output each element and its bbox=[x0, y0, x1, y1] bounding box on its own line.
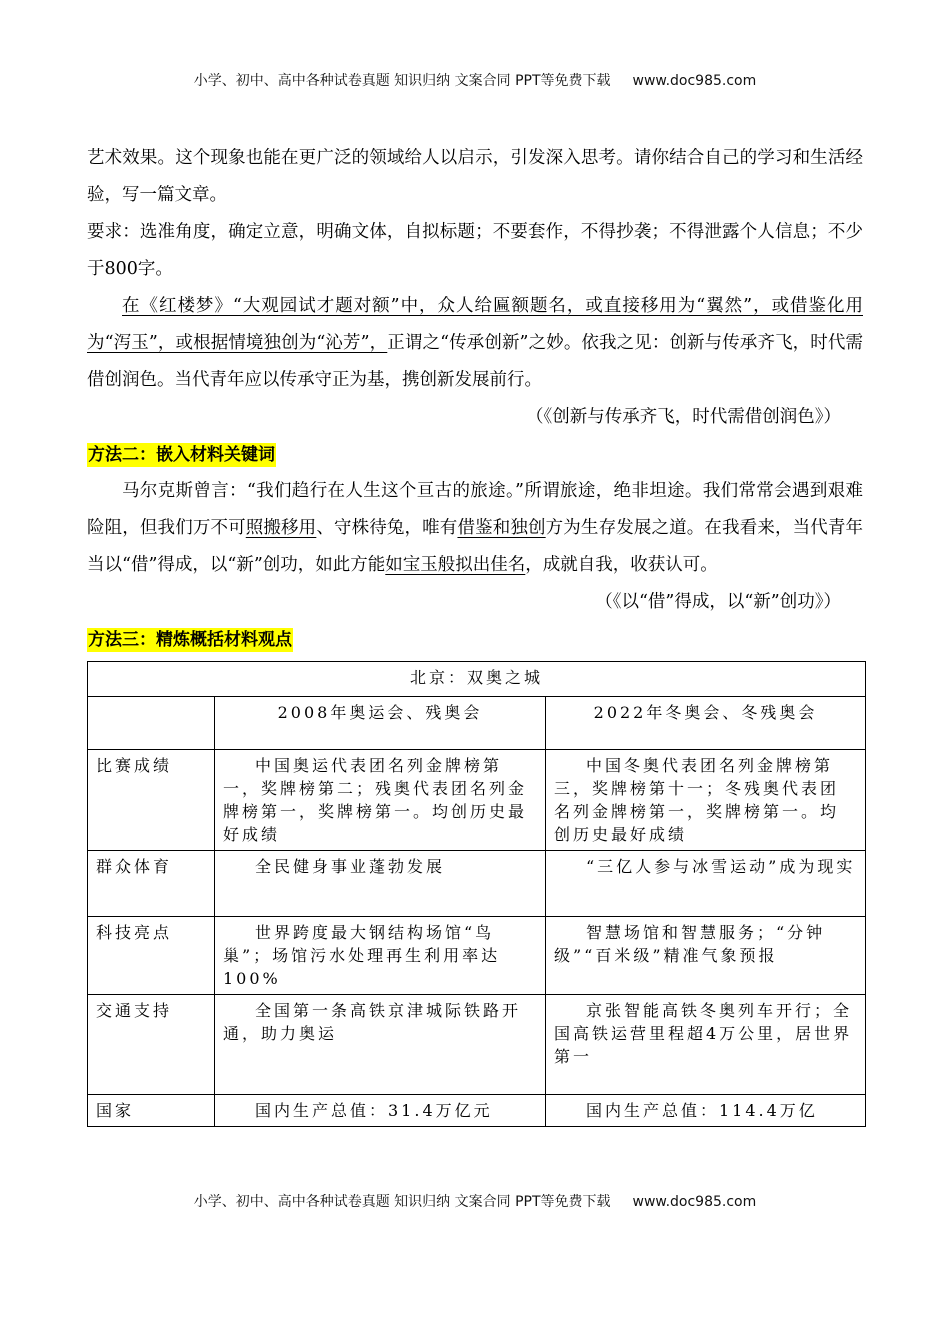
row-label: 科技亮点 bbox=[88, 917, 215, 995]
underlined-keyword: 借鉴和独创 bbox=[457, 518, 546, 538]
empty-header-cell bbox=[88, 697, 215, 750]
underlined-keyword: 照搬移用 bbox=[245, 518, 317, 538]
row-label: 群众体育 bbox=[88, 851, 215, 917]
text-run: ，成就自我，收获认可。 bbox=[525, 555, 718, 575]
table-cell: 国内生产总值：31.4万亿元 bbox=[215, 1095, 546, 1127]
method2-heading: 方法二：嵌入材料关键词 bbox=[88, 445, 275, 465]
table-cell: “三亿人参与冰雪运动”成为现实 bbox=[546, 851, 866, 917]
table-cell: 全国第一条高铁京津城际铁路开通，助力奥运 bbox=[215, 995, 546, 1095]
requirement-paragraph: 要求：选准角度，确定立意，明确文体，自拟标题；不要套作，不得抄袭；不得泄露个人信息；不少于800字。 bbox=[87, 222, 863, 279]
table-title: 北京：双奥之城 bbox=[88, 662, 866, 697]
table-row bbox=[88, 995, 866, 1095]
table-cell: 中国冬奥代表团名列金牌榜第三，奖牌榜第十一；冬残奥代表团名列金牌榜第一，奖牌榜第一。均创历史最好成绩 bbox=[546, 750, 866, 851]
header-text: 小学、初中、高中各种试卷真题 知识归纳 文案合同 PPT等免费下载 bbox=[193, 73, 611, 89]
footer-text: 小学、初中、高中各种试卷真题 知识归纳 文案合同 PPT等免费下载 bbox=[193, 1194, 611, 1210]
page-header bbox=[0, 70, 950, 90]
comparison-table bbox=[87, 661, 866, 1127]
attribution-1: （《创新与传承齐飞，时代需借创润色》） bbox=[526, 407, 841, 427]
column-header-2022: 2022年冬奥会、冬残奥会 bbox=[546, 697, 866, 750]
table-header-row bbox=[88, 697, 866, 750]
footer-url[interactable]: www.doc985.com bbox=[632, 1194, 757, 1210]
example-text: 正谓之“传承创新”之妙。依我之见：创新与传承齐飞，时代需借创润色。当代青年应以传承守正为基，携创新发展前行。 bbox=[87, 333, 863, 390]
example-paragraph-1 bbox=[87, 288, 863, 399]
underlined-keyword: 如宝玉般拟出佳名 bbox=[385, 555, 526, 575]
column-header-2008: 2008年奥运会、残奥会 bbox=[215, 697, 546, 750]
attribution-2: （《以“借”得成，以“新”创功》） bbox=[595, 592, 841, 612]
table-cell: 全民健身事业蓬勃发展 bbox=[215, 851, 546, 917]
underlined-quote: 在《红楼梦》“大观园试才题对额”中，众人给匾额题名，或直接移用为“翼然”，或借鉴化用为“泻玉”，或根据情境独创为“沁芳”， bbox=[87, 296, 863, 353]
table-row bbox=[88, 750, 866, 851]
text-run: 马尔克斯曾言：“我们趋行在人生这个亘古的旅途。”所谓旅途，绝非坦途。我们常常会遇到艰难险阻，但我们万不可 bbox=[87, 481, 863, 538]
row-label: 交通支持 bbox=[88, 995, 215, 1095]
table-row bbox=[88, 1095, 866, 1127]
row-label: 比赛成绩 bbox=[88, 750, 215, 851]
table-row bbox=[88, 851, 866, 917]
method3-heading: 方法三：精炼概括材料观点 bbox=[88, 630, 292, 650]
document-body bbox=[87, 140, 863, 1127]
table-title-row bbox=[88, 662, 866, 697]
intro-paragraph: 艺术效果。这个现象也能在更广泛的领域给人以启示，引发深入思考。请你结合自己的学习和生活经验，写一篇文章。 bbox=[87, 148, 863, 205]
example-paragraph-2 bbox=[87, 473, 863, 584]
header-url[interactable]: www.doc985.com bbox=[632, 73, 757, 89]
table-cell: 智慧场馆和智慧服务；“分钟级”“百米级”精准气象预报 bbox=[546, 917, 866, 995]
row-label: 国家 bbox=[88, 1095, 215, 1127]
text-run: 、守株待兔，唯有 bbox=[316, 518, 458, 538]
text-run: 方为生存发展之道。在我看来，当代青年当以“借”得成，以“新”创功，如此方能 bbox=[87, 518, 864, 575]
page-footer bbox=[0, 1191, 950, 1211]
table-cell: 中国奥运代表团名列金牌榜第一，奖牌榜第二；残奥代表团名列金牌榜第一，奖牌榜第一。均创历史最好成绩 bbox=[215, 750, 546, 851]
table-cell: 世界跨度最大钢结构场馆“鸟巢”；场馆污水处理再生利用率达100% bbox=[215, 917, 546, 995]
table-cell: 京张智能高铁冬奥列车开行；全国高铁运营里程超4万公里，居世界第一 bbox=[546, 995, 866, 1095]
table-row bbox=[88, 917, 866, 995]
table-cell: 国内生产总值：114.4万亿 bbox=[546, 1095, 866, 1127]
